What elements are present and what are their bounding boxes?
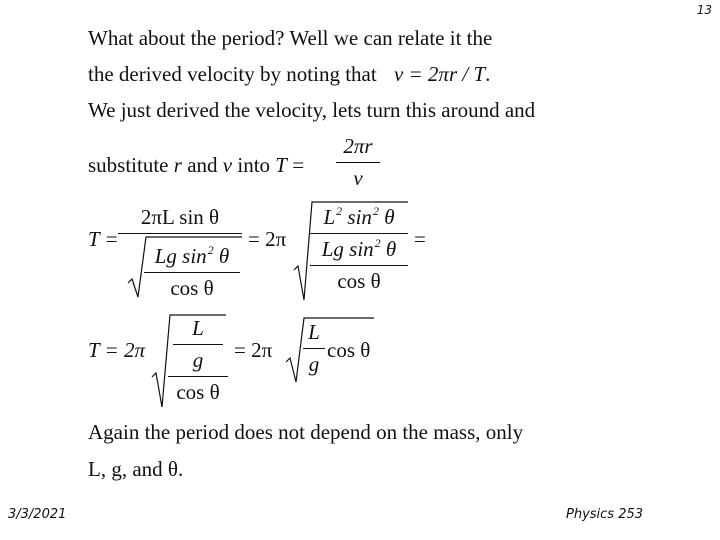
eq2-f1-inner-den: cos θ: [170, 276, 214, 300]
eq2-rhs: =: [414, 227, 426, 251]
eq2-lhs: T =: [88, 227, 119, 251]
eq2-f2-den-1: Lg $\sin^2 \theta$: [321, 236, 397, 261]
eq3-tail: cos θ: [327, 338, 371, 362]
text-line-3: We just derived the velocity, lets turn this around and: [88, 98, 536, 122]
into-word: into: [237, 153, 271, 177]
text-line-4: [88, 153, 304, 178]
period-fraction-num: 2πr: [343, 134, 373, 158]
eq3-fraction-b: [303, 320, 325, 377]
text-line-2-prefix: the derived velocity by noting that: [88, 62, 377, 86]
period-fraction: [336, 134, 380, 191]
var-v: v: [222, 153, 233, 177]
eq3-a-outer-den: cos θ: [176, 380, 220, 404]
eq2-f1-inner-num: Lg $\sin^2 \theta$: [154, 243, 230, 268]
fraction-bar: [118, 233, 242, 234]
eq3-b-den: g: [308, 352, 320, 376]
page-number: 13: [696, 3, 712, 17]
eq2-mid: = 2π: [248, 227, 287, 251]
fraction-bar: [144, 272, 240, 273]
eq2-f1-inner-fraction: [144, 244, 240, 301]
fraction-bar: [310, 265, 408, 266]
equals-sign: =: [292, 153, 305, 177]
fraction-bar: [168, 376, 228, 377]
eq2-fraction-2: [310, 205, 408, 294]
footer-course: Physics 253: [566, 507, 644, 522]
eq3-fraction-a: [168, 316, 228, 405]
eq2-f2-num: $L^2$ $\sin^2 \theta$: [323, 204, 395, 229]
text-line-10: L, g, and θ.: [88, 457, 184, 481]
var-r: r: [173, 153, 182, 177]
period-fraction-den: v: [353, 166, 363, 190]
and-word: and: [187, 153, 218, 177]
eq3-lhs: T = 2π: [88, 338, 145, 362]
text-line-2: [88, 62, 490, 87]
text-line-1: What about the period? Well we can relate it the: [88, 26, 493, 50]
fraction-bar: [310, 233, 408, 234]
fraction-bar: [336, 162, 380, 163]
substitute-word: substitute: [88, 153, 169, 177]
velocity-equation: v = 2πr / T: [393, 62, 486, 86]
eq2-f1-num: 2πL sin θ: [140, 205, 220, 229]
fraction-bar: [303, 348, 325, 349]
eq3-mid: = 2π: [234, 338, 273, 362]
footer-date: 3/3/2021: [8, 507, 67, 522]
eq3-b-num: L: [308, 320, 320, 344]
text-line-2-end: .: [485, 62, 491, 86]
text-line-9: Again the period does not depend on the mass, only: [88, 420, 524, 444]
eq3-a-den: g: [192, 348, 204, 372]
eq3-a-num: L: [192, 316, 204, 340]
fraction-bar: [173, 344, 223, 345]
var-T: T: [275, 153, 287, 177]
eq2-f2-den-2: cos θ: [337, 269, 381, 293]
